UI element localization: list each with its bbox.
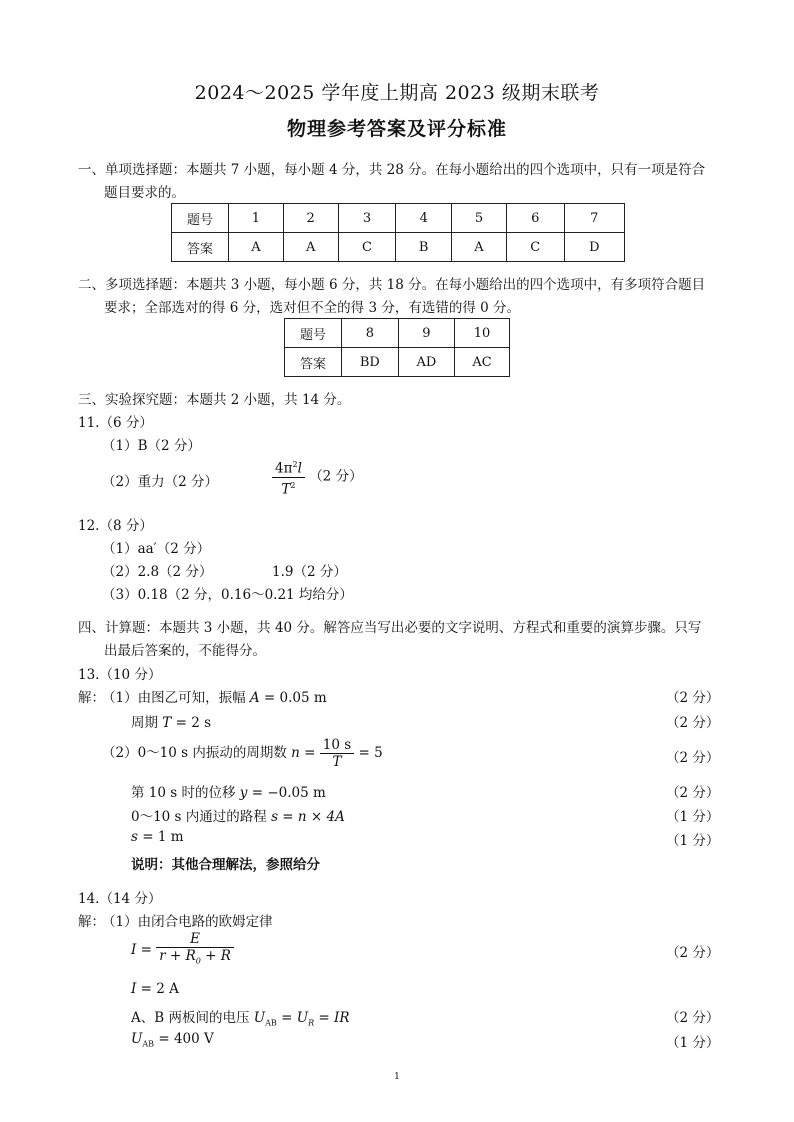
table-cell: AD bbox=[398, 348, 454, 377]
q13-line3: （2）0～10 s 内振动的周期数 n = $\frac{10 s}{T}$ = 5 bbox=[102, 737, 383, 770]
q14-line1: （1）由闭合电路的欧姆定律 bbox=[102, 914, 273, 930]
table-cell: AC bbox=[454, 348, 509, 377]
table-header-cell: 答案 bbox=[172, 233, 229, 262]
table-cell: 4 bbox=[396, 204, 452, 233]
table-header-cell: 题号 bbox=[285, 319, 342, 348]
q13-line4: 第 10 s 时的位移 y = −0.05 m bbox=[131, 785, 326, 801]
q13-line2: 周期 T = 2 s bbox=[131, 715, 212, 731]
section1-answer-table bbox=[171, 203, 625, 262]
section2-answer-table bbox=[284, 318, 510, 377]
table-cell: 9 bbox=[398, 319, 454, 348]
table-row bbox=[285, 348, 510, 377]
q11-part2: （2）重力（2 分） bbox=[102, 474, 218, 490]
score: （1 分） bbox=[666, 809, 720, 825]
table-cell: 6 bbox=[506, 204, 564, 233]
page-subtitle: 物理参考答案及评分标准 bbox=[286, 118, 507, 140]
table-cell: A bbox=[283, 233, 338, 262]
table-cell: D bbox=[564, 233, 624, 262]
section1-heading: 一、单项选择题：本题共 7 小题，每小题 4 分，共 28 分。在每小题给出的四个选项中，只有一项是符合 bbox=[78, 162, 706, 178]
table-header-cell: 答案 bbox=[285, 348, 342, 377]
q11-part1: （1）B（2 分） bbox=[102, 438, 201, 454]
table-header-cell: 题号 bbox=[172, 204, 229, 233]
fraction: $\frac{10 s}{T}$ bbox=[320, 737, 354, 770]
q14-label: 14.（14 分） bbox=[78, 891, 162, 907]
section1-heading-cont: 题目要求的。 bbox=[104, 185, 185, 201]
table-cell: A bbox=[452, 233, 507, 262]
q11-formula-score: （2 分） bbox=[309, 468, 363, 485]
table-cell: 1 bbox=[229, 204, 284, 233]
table-cell: C bbox=[338, 233, 396, 262]
table-cell: 7 bbox=[564, 204, 624, 233]
table-cell: B bbox=[396, 233, 452, 262]
score: （2 分） bbox=[666, 785, 720, 801]
section4-heading: 四、计算题：本题共 3 小题，共 40 分。解答应当写出必要的文字说明、方程式和重要的演算步骤。只写 bbox=[78, 620, 702, 636]
q13-label: 13.（10 分） bbox=[78, 667, 162, 683]
q13-line5: 0～10 s 内通过的路程 s = n × 4A bbox=[131, 809, 345, 825]
q13-note: 说明：其他合理解法，参照给分 bbox=[131, 857, 320, 873]
table-cell: 5 bbox=[452, 204, 507, 233]
q14-line4: $U_{AB} = 400$ V bbox=[131, 1031, 214, 1049]
q11-formula bbox=[272, 457, 363, 497]
page-number: 1 bbox=[394, 1072, 400, 1082]
q13-jie: 解： bbox=[78, 690, 105, 706]
score: （2 分） bbox=[666, 715, 720, 731]
score: （1 分） bbox=[666, 1035, 720, 1051]
q12-part2a: （2）2.8（2 分） bbox=[102, 564, 213, 580]
q14-line2: I = 2 A bbox=[131, 981, 179, 997]
table-row bbox=[285, 319, 510, 348]
q12-part2b: 1.9（2 分） bbox=[272, 564, 347, 580]
table-cell: 3 bbox=[338, 204, 396, 233]
section4-heading-cont: 出最后答案的，不能得分。 bbox=[104, 643, 266, 659]
q13-line6: s = 1 m bbox=[131, 829, 184, 845]
table-cell: 10 bbox=[454, 319, 509, 348]
score: （1 分） bbox=[666, 833, 720, 849]
fraction: $\frac{E}{r + R_0 + R}$ bbox=[156, 931, 234, 970]
section2-heading-cont: 要求；全部选对的得 6 分，选对但不全的得 3 分，有选错的得 0 分。 bbox=[104, 300, 521, 316]
fraction: $\frac{4\pi^2l}{T^2}$ bbox=[272, 457, 305, 497]
score: （2 分） bbox=[666, 750, 720, 766]
q11-label: 11.（6 分） bbox=[78, 415, 153, 431]
table-cell: 2 bbox=[283, 204, 338, 233]
q13-line1: （1）由图乙可知，振幅 A = 0.05 m bbox=[102, 690, 327, 706]
score: （2 分） bbox=[666, 690, 720, 706]
page-title: 2024～2025 学年度上期高 2023 级期末联考 bbox=[194, 82, 600, 104]
q12-part1: （1）aa′（2 分） bbox=[102, 541, 211, 557]
table-cell: BD bbox=[342, 348, 399, 377]
q14-formula: I = $\frac{E}{r + R_0 + R}$ bbox=[131, 931, 234, 970]
q12-part3: （3）0.18（2 分，0.16～0.21 均给分） bbox=[102, 587, 353, 603]
table-row bbox=[172, 233, 625, 262]
q12-label: 12.（8 分） bbox=[78, 518, 153, 534]
table-cell: 8 bbox=[342, 319, 399, 348]
score: （2 分） bbox=[666, 1010, 720, 1026]
table-cell: C bbox=[506, 233, 564, 262]
score: （2 分） bbox=[666, 945, 720, 961]
table-row bbox=[172, 204, 625, 233]
q14-line3: A、B 两板间的电压 $U_{AB} = U_R$ = IR bbox=[131, 1010, 350, 1028]
q14-jie: 解： bbox=[78, 914, 105, 930]
table-cell: A bbox=[229, 233, 284, 262]
section3-heading: 三、实验探究题：本题共 2 小题，共 14 分。 bbox=[78, 392, 351, 408]
section2-heading: 二、多项选择题：本题共 3 小题，每小题 6 分，共 18 分。在每小题给出的四个选项中，有多项符合题目 bbox=[78, 277, 706, 293]
